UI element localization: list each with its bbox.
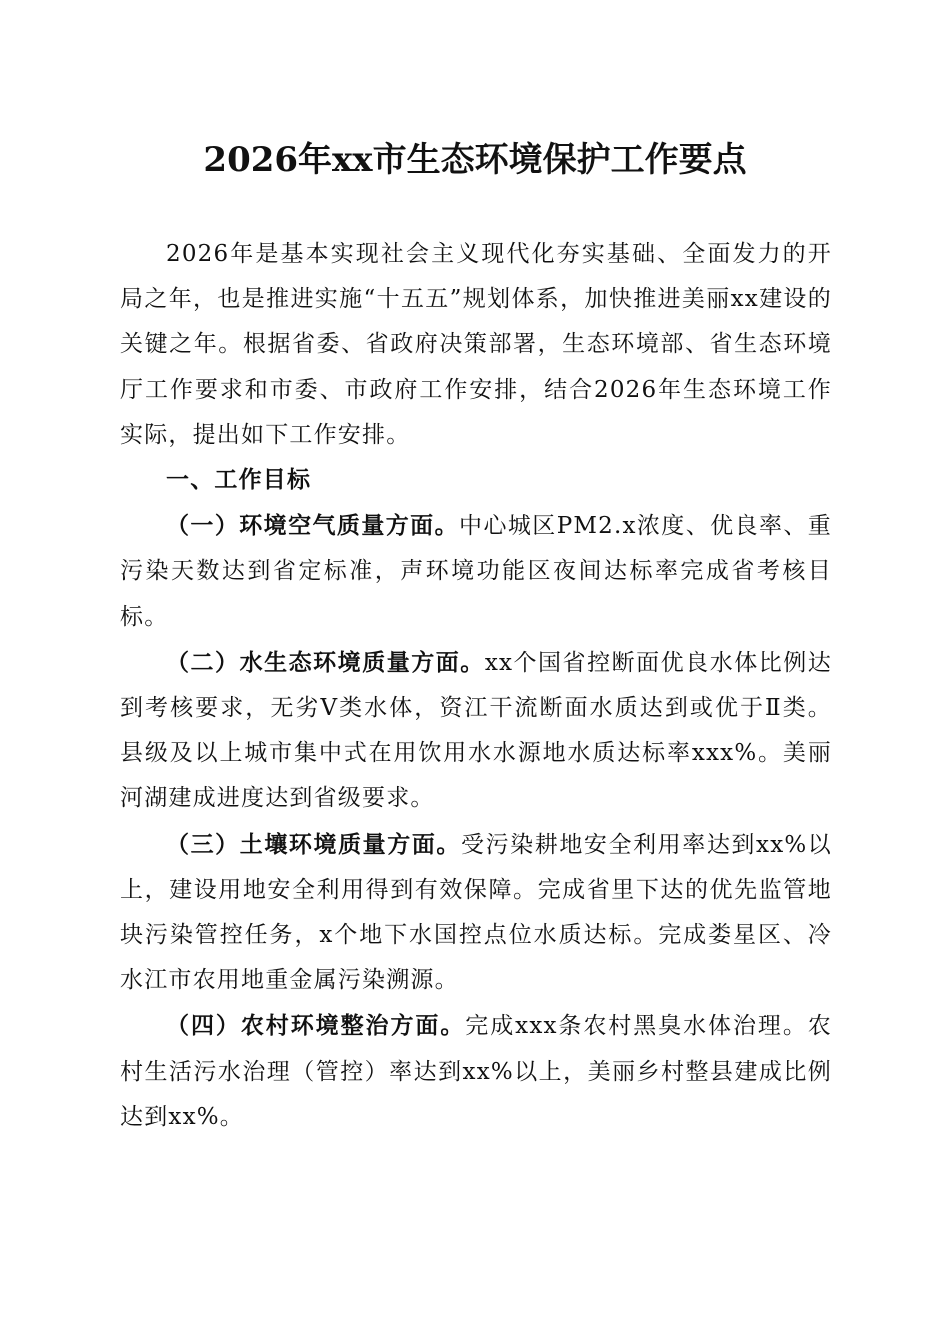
intro-paragraph: 2026年是基本实现社会主义现代化夯实基础、全面发力的开局之年，也是推进实施“十五五”规划体系，加快推进美丽xx建设的关键之年。根据省委、省政府决策部署，生态环境部、省生态环境厅工作要求和市委、市政府工作安排，结合2026年生态环境工作实际，提出如下工作安排。 [120,241,832,448]
section-heading-goals: 一、工作目标 [166,467,312,494]
goal-item-text: 中心城区PM2.x浓度、优良率、重污染天数达到省定标准，声环境功能区夜间达标率完成省考核目标。 [120,513,832,630]
document-body [120,232,832,1140]
goal-item-water [120,640,832,822]
goal-item-rural [120,1003,832,1140]
document-title: 2026年xx市生态环境保护工作要点 [203,140,747,180]
goal-item-text: xx个国省控断面优良水体比例达到考核要求，无劣Ⅴ类水体，资江干流断面水质达到或优于Ⅱ类。县级及以上城市集中式在用饮用水水源地水质达标率xxx%。美丽河湖建成进度达到省级要求。 [120,649,832,812]
goal-item-lead: （四）农村环境整治方面。 [166,1012,466,1040]
goal-item-air [120,503,832,640]
goal-item-text: 受污染耕地安全利用率达到xx%以上，建设用地安全利用得到有效保障。完成省里下达的优先监管地块污染管控任务，x个地下水国控点位水质达标。完成娄星区、冷水江市农用地重金属污染溯源。 [120,831,833,994]
goal-item-lead: （二）水生态环境质量方面。 [166,648,485,676]
goal-item-soil [120,822,832,1004]
goal-item-lead: （一）环境空气质量方面。 [166,512,460,540]
goal-item-text: 完成xxx条农村黑臭水体治理。农村生活污水治理（管控）率达到xx%以上，美丽乡村整县建成比例达到xx%。 [120,1013,832,1130]
goal-item-lead: （三）土壤环境质量方面。 [166,830,462,858]
